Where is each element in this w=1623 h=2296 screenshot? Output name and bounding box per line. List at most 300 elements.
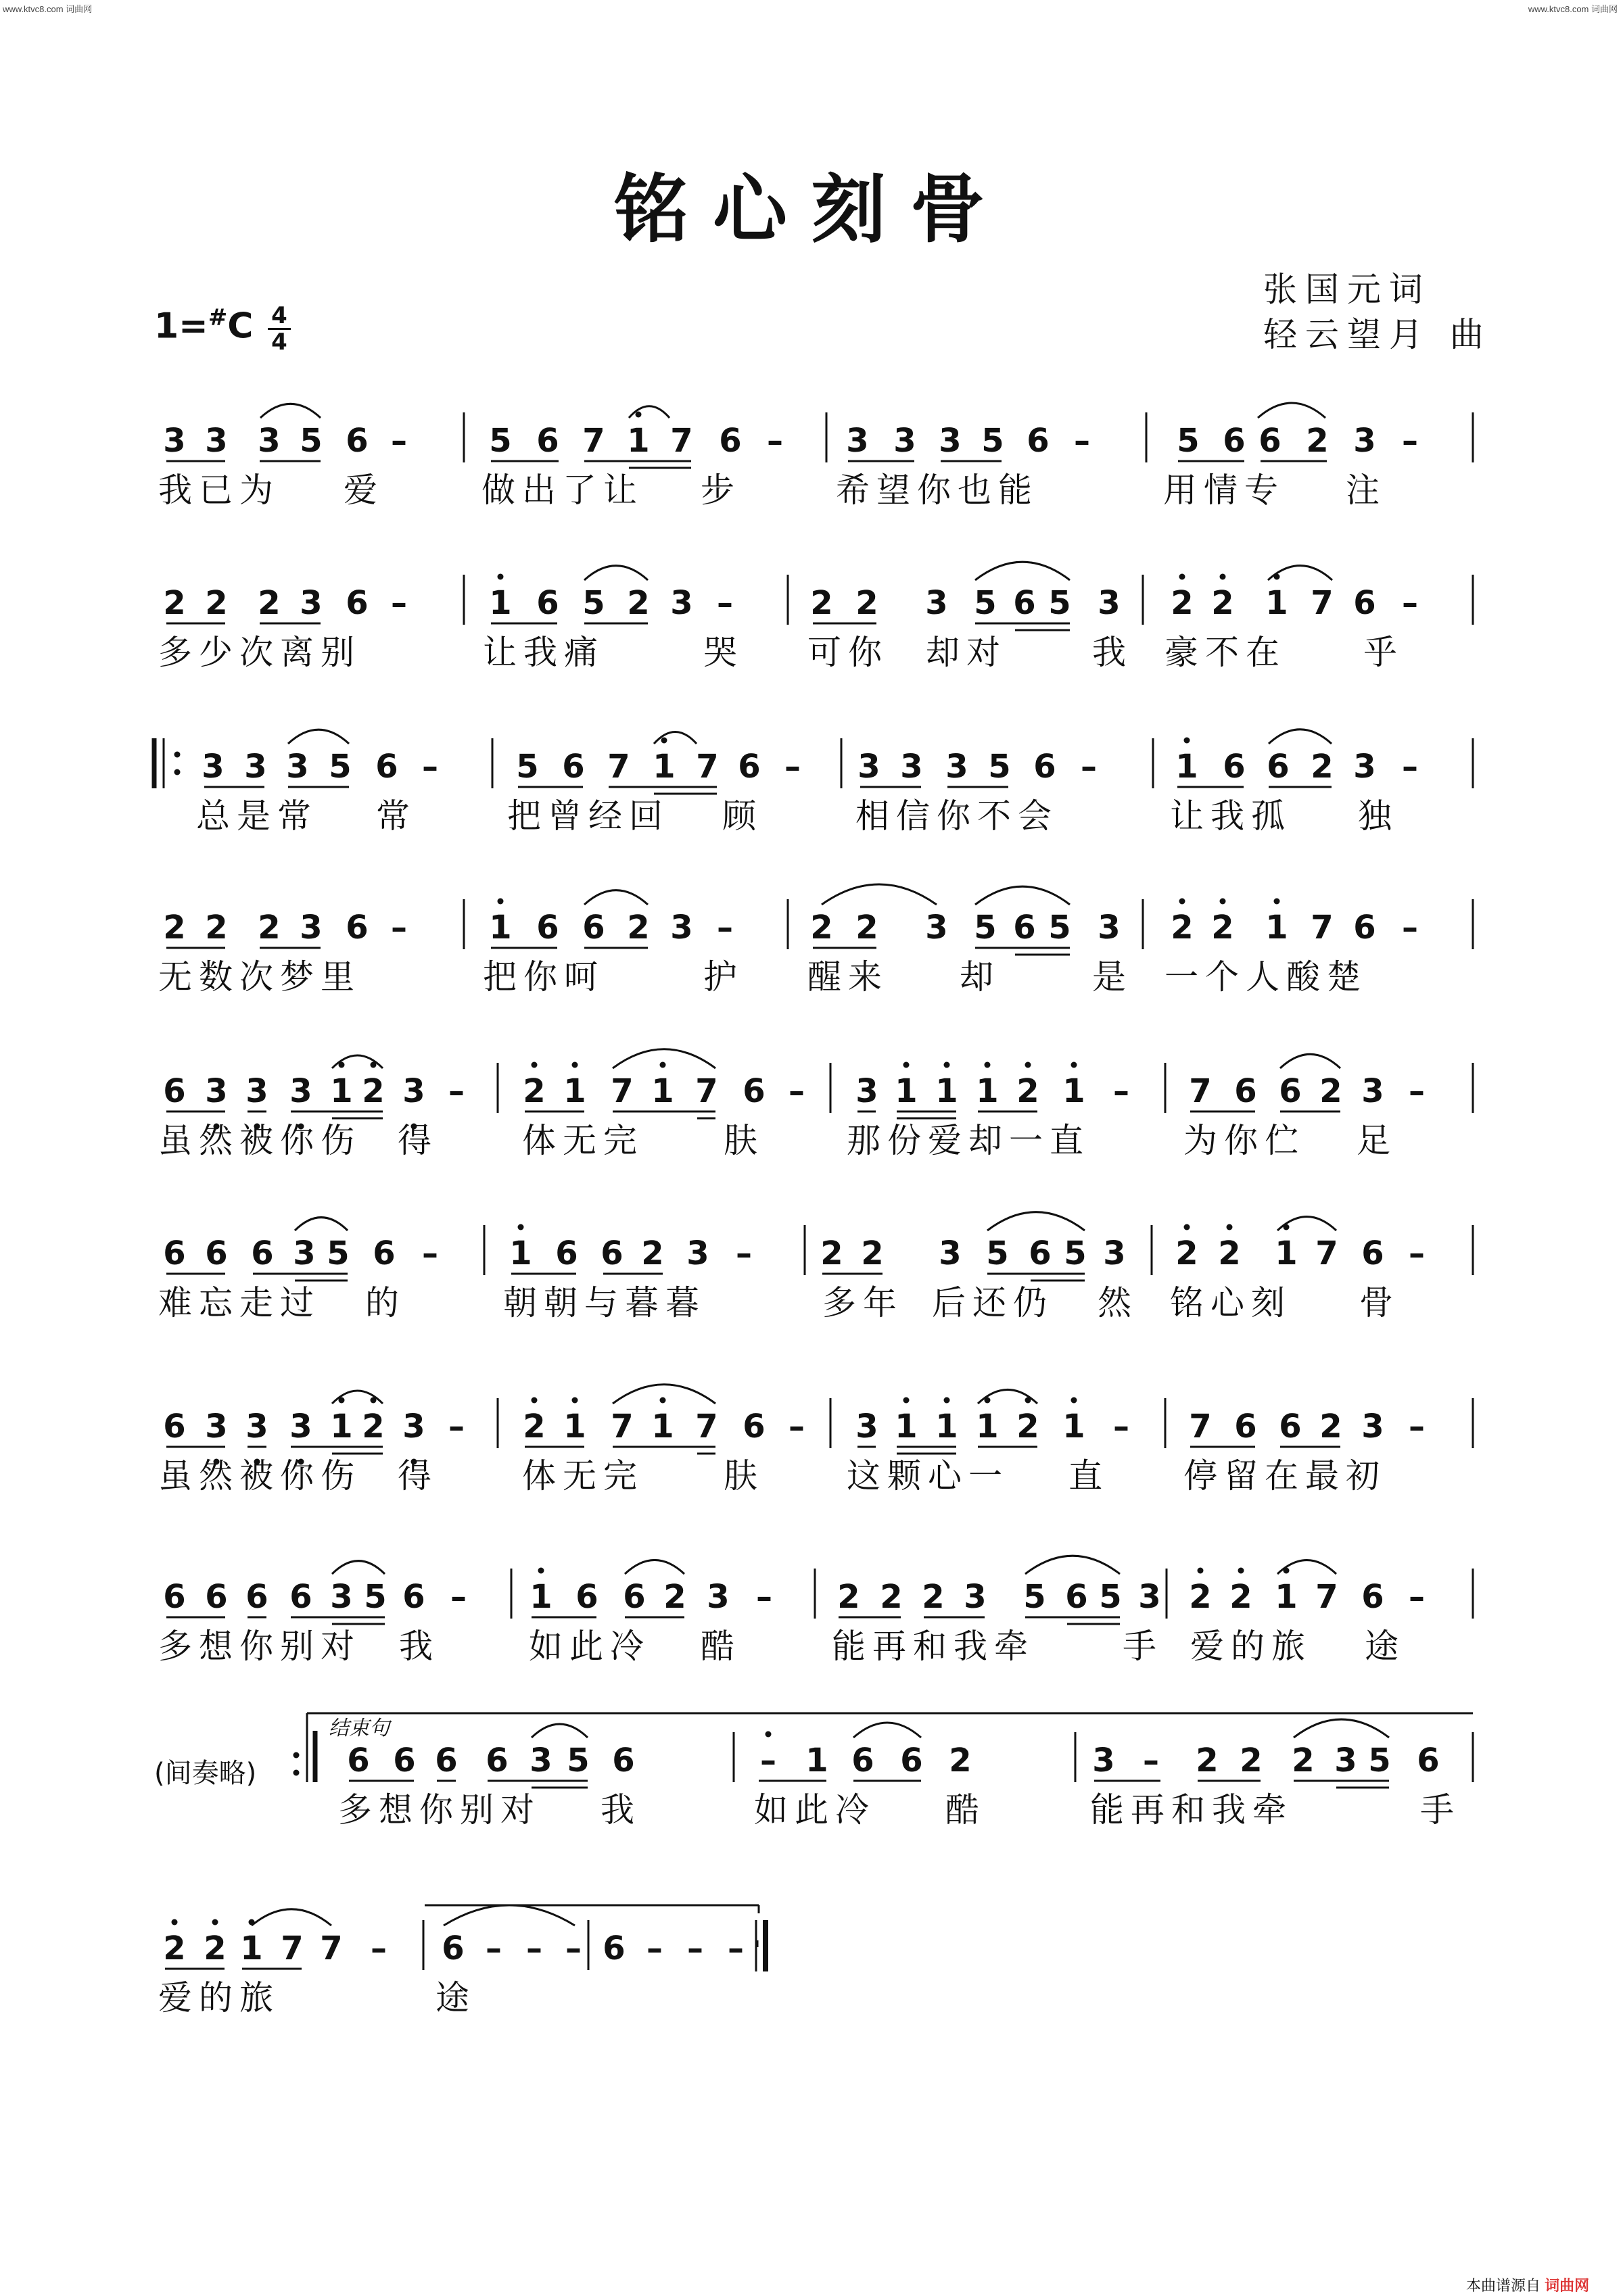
note: 2 — [1229, 1578, 1252, 1616]
lyric: 我 — [601, 1790, 641, 1829]
lyric: 爱的旅 — [158, 1978, 280, 2017]
note: – — [1402, 422, 1418, 460]
note: 6 — [536, 584, 559, 622]
note: 2 — [163, 1930, 186, 1967]
octave-dot-high — [498, 899, 504, 905]
note: 2 — [362, 1072, 385, 1110]
lyric: 把曾经回 — [507, 796, 669, 836]
lyric: 得 — [398, 1456, 438, 1496]
note: 1 — [805, 1742, 828, 1779]
slur — [332, 1561, 385, 1574]
lyric: 爱 — [344, 471, 384, 510]
repeat-dot — [293, 1752, 300, 1759]
note: 2 — [627, 584, 650, 622]
lyric: 希望你也能 — [836, 471, 1039, 510]
lyric: 酷 — [945, 1790, 986, 1829]
lyricist-credit: 张国元词 — [1263, 270, 1431, 309]
note: 7 — [670, 422, 693, 460]
note: 6 — [1029, 1235, 1052, 1272]
note: 3 — [900, 748, 923, 786]
note: 7 — [695, 1408, 718, 1445]
repeat-dot — [174, 752, 181, 758]
note: 3 — [286, 748, 309, 786]
note: – — [391, 909, 407, 947]
lyric: 如此冷 — [754, 1790, 876, 1829]
note: 6 — [163, 1235, 186, 1272]
lyric: 让我痛 — [483, 633, 605, 672]
note: 5 — [1023, 1578, 1046, 1616]
octave-dot-high — [660, 1062, 666, 1068]
lyric: 后还仍 — [932, 1283, 1054, 1322]
note: 2 — [1196, 1742, 1219, 1779]
note: 6 — [205, 1235, 228, 1272]
note: 2 — [810, 909, 833, 947]
note: 1 — [330, 1072, 353, 1110]
note: 5 — [1099, 1578, 1122, 1616]
note: 6 — [442, 1930, 465, 1967]
interlude-label: (间奏略) — [154, 1758, 257, 1789]
note: – — [1074, 422, 1090, 460]
octave-dot-high — [1184, 1224, 1190, 1230]
octave-dot-high — [1025, 1397, 1031, 1404]
lyric: 手 — [1123, 1627, 1163, 1666]
note: 2 — [663, 1578, 686, 1616]
note: 3 — [939, 422, 962, 460]
slur — [654, 732, 697, 744]
slur — [625, 1560, 684, 1574]
note: 6 — [346, 909, 369, 947]
lyric: 相信你不会 — [855, 796, 1058, 836]
note: – — [736, 1235, 752, 1272]
note: – — [1409, 1578, 1425, 1616]
note: 7 — [1315, 1578, 1338, 1616]
note: 7 — [1189, 1408, 1212, 1445]
lyric: 手 — [1420, 1790, 1461, 1829]
note: 7 — [1311, 584, 1334, 622]
lyric: 是 — [1092, 957, 1133, 997]
lyric: 骨 — [1359, 1283, 1400, 1322]
note: 2 — [523, 1072, 546, 1110]
note: 6 — [1353, 909, 1376, 947]
lyric: 多年 — [822, 1283, 903, 1322]
note: 6 — [163, 1578, 186, 1616]
lyric: 常 — [376, 796, 417, 836]
note: 5 — [1368, 1742, 1391, 1779]
note: 1 — [976, 1072, 999, 1110]
note: 2 — [204, 1930, 227, 1967]
note: 6 — [719, 422, 742, 460]
note: – — [486, 1930, 502, 1967]
note: 2 — [1319, 1408, 1342, 1445]
note: 3 — [530, 1742, 552, 1779]
repeat-dot — [293, 1770, 300, 1776]
octave-dot-high — [371, 1397, 377, 1404]
slur — [1294, 1719, 1389, 1738]
note: 6 — [1361, 1235, 1384, 1272]
key-prefix: 1= — [154, 306, 208, 347]
note: – — [789, 1408, 805, 1445]
lyric: 一个人酸楚 — [1165, 957, 1367, 997]
note: 7 — [1315, 1235, 1338, 1272]
note: 3 — [402, 1408, 425, 1445]
composer-credit: 轻云望月 曲 — [1263, 315, 1492, 354]
note: 3 — [289, 1408, 312, 1445]
octave-dot-high — [518, 1224, 524, 1230]
note: 5 — [1048, 909, 1071, 947]
octave-dot-high — [339, 1062, 345, 1068]
note: 6 — [1259, 422, 1281, 460]
note: 5 — [327, 1235, 350, 1272]
note: 6 — [623, 1578, 646, 1616]
lyric: 独 — [1358, 796, 1398, 836]
note: 1 — [509, 1235, 532, 1272]
lyric: 铭心刻 — [1170, 1283, 1292, 1322]
note: 1 — [489, 909, 512, 947]
note: 3 — [964, 1578, 987, 1616]
note: 3 — [330, 1578, 353, 1616]
octave-dot-high — [212, 1919, 218, 1926]
note: 6 — [1417, 1742, 1440, 1779]
lyric: 乎 — [1363, 633, 1404, 672]
lyric: 足 — [1357, 1121, 1397, 1160]
note: 3 — [300, 909, 323, 947]
note: – — [687, 1930, 703, 1967]
note: – — [1113, 1408, 1129, 1445]
note: 1 — [976, 1408, 999, 1445]
note: 6 — [205, 1578, 228, 1616]
note: 6 — [743, 1408, 766, 1445]
octave-dot-high — [572, 1062, 578, 1068]
note: 6 — [1223, 748, 1246, 786]
note: 2 — [1171, 584, 1194, 622]
note: 5 — [364, 1578, 387, 1616]
note: – — [1113, 1072, 1129, 1110]
lyric: 途 — [436, 1978, 476, 2017]
lyric: 护 — [703, 957, 744, 997]
lyric: 直 — [1068, 1456, 1109, 1496]
note: – — [448, 1408, 465, 1445]
note: 6 — [555, 1235, 578, 1272]
meter-top: 4 — [271, 302, 287, 329]
note: 6 — [603, 1930, 626, 1967]
note: 3 — [163, 422, 186, 460]
note: – — [422, 748, 438, 786]
note: – — [1409, 1235, 1425, 1272]
slur — [822, 884, 937, 905]
note: 2 — [1171, 909, 1194, 947]
note: 6 — [1065, 1578, 1088, 1616]
note: 6 — [393, 1742, 416, 1779]
note: 5 — [489, 422, 512, 460]
note: – — [756, 1578, 772, 1616]
lyric: 多少次离别 — [158, 633, 361, 672]
note: 3 — [846, 422, 869, 460]
note: 6 — [346, 584, 369, 622]
note: 6 — [738, 748, 761, 786]
note: – — [450, 1578, 467, 1616]
lyric: 途 — [1365, 1627, 1405, 1666]
note: 5 — [300, 422, 323, 460]
lyric: 豪不在 — [1165, 633, 1286, 672]
note: 3 — [1098, 909, 1121, 947]
lyric: 多想你别对 — [338, 1790, 541, 1829]
note: 3 — [1353, 748, 1376, 786]
note: – — [1081, 748, 1097, 786]
lyric: 体无完 — [522, 1456, 644, 1496]
octave-dot-high — [660, 1397, 666, 1404]
note: 1 — [651, 1072, 674, 1110]
octave-dot-high — [1274, 574, 1280, 580]
note: 6 — [1353, 584, 1376, 622]
octave-dot-high — [1274, 899, 1280, 905]
note: 2 — [1306, 422, 1329, 460]
lyric: 让我孤 — [1170, 796, 1292, 836]
note: 3 — [893, 422, 916, 460]
note: 5 — [981, 422, 1004, 460]
note: 3 — [205, 1408, 228, 1445]
octave-dot-high — [1198, 1568, 1204, 1574]
lyric: 那份爱却一直 — [847, 1121, 1090, 1160]
note: 7 — [696, 748, 719, 786]
note: 2 — [258, 909, 281, 947]
note: 2 — [205, 909, 228, 947]
note: 1 — [627, 422, 650, 460]
note: 3 — [939, 1235, 962, 1272]
note: 1 — [330, 1408, 353, 1445]
note: – — [391, 422, 407, 460]
octave-dot-high — [172, 1919, 178, 1926]
note: 7 — [1311, 909, 1334, 947]
octave-dot-high — [249, 1919, 255, 1926]
song-title: 铭心刻骨 — [614, 166, 1009, 253]
lyric: 爱的旅 — [1190, 1627, 1312, 1666]
note: 3 — [1092, 1742, 1115, 1779]
lyric: 可你 — [807, 633, 889, 672]
lyric: 我 — [1092, 633, 1133, 672]
note: 2 — [1218, 1235, 1241, 1272]
octave-dot-high — [903, 1062, 910, 1068]
note: – — [728, 1930, 744, 1967]
octave-dot-high — [661, 738, 667, 744]
slur — [975, 562, 1070, 580]
note: – — [391, 584, 407, 622]
note: 3 — [1361, 1408, 1384, 1445]
note: 5 — [329, 748, 352, 786]
note: 6 — [536, 909, 559, 947]
note: – — [1402, 748, 1418, 786]
note: 2 — [362, 1408, 385, 1445]
note: 6 — [251, 1235, 274, 1272]
lyric: 虽然被你伤 — [158, 1121, 361, 1160]
note: 5 — [582, 584, 605, 622]
note: 3 — [244, 748, 267, 786]
note: 2 — [1016, 1408, 1039, 1445]
note: – — [422, 1235, 438, 1272]
note: 2 — [1211, 584, 1234, 622]
octave-dot-high — [371, 1062, 377, 1068]
note: 1 — [563, 1072, 586, 1110]
note: 3 — [245, 1072, 268, 1110]
note: 7 — [320, 1930, 343, 1967]
bottom-note — [1466, 2274, 1589, 2295]
note: 3 — [855, 1072, 878, 1110]
note: 6 — [163, 1408, 186, 1445]
octave-dot-high — [498, 574, 504, 580]
note: 1 — [651, 1408, 674, 1445]
note: – — [448, 1072, 465, 1110]
note: 6 — [402, 1578, 425, 1616]
key-letter: C — [227, 306, 254, 347]
note: 6 — [346, 422, 369, 460]
octave-dot-high — [1220, 574, 1226, 580]
note: 6 — [562, 748, 585, 786]
note: 3 — [945, 748, 968, 786]
lyric: 把你呵 — [483, 957, 605, 997]
note: 5 — [974, 909, 997, 947]
note: 3 — [1098, 584, 1121, 622]
lyric: 能再和我牵 — [1090, 1790, 1293, 1829]
lyric: 肤 — [724, 1456, 764, 1496]
note: 6 — [1234, 1072, 1257, 1110]
note: – — [717, 584, 733, 622]
lyric: 无数次梦里 — [158, 957, 361, 997]
note: 2 — [627, 909, 650, 947]
octave-dot-high — [985, 1397, 991, 1404]
note: 3 — [1138, 1578, 1161, 1616]
note: 3 — [857, 748, 880, 786]
note: 6 — [163, 1072, 186, 1110]
note: 6 — [612, 1742, 635, 1779]
note: 3 — [855, 1408, 878, 1445]
lyric: 肤 — [724, 1121, 764, 1160]
lyric: 酷 — [701, 1627, 741, 1666]
note: 3 — [670, 909, 693, 947]
note: 2 — [949, 1742, 972, 1779]
note: 6 — [536, 422, 559, 460]
note: – — [646, 1930, 663, 1967]
repeat-dot — [174, 769, 181, 775]
note: 1 — [895, 1408, 918, 1445]
note: 5 — [974, 584, 997, 622]
octave-dot-high — [1227, 1224, 1233, 1230]
note: 1 — [1175, 748, 1198, 786]
note: 1 — [1062, 1408, 1085, 1445]
ending-label: 结束句 — [329, 1717, 390, 1740]
lyric: 的 — [365, 1283, 406, 1322]
note: 3 — [670, 584, 693, 622]
meter-bottom: 4 — [271, 329, 287, 356]
slur — [260, 404, 321, 418]
octave-dot-high — [572, 1397, 578, 1404]
lyric: 我 — [399, 1627, 440, 1666]
slur — [1280, 1054, 1340, 1068]
octave-dot-high — [1025, 1062, 1031, 1068]
note: 3 — [707, 1578, 730, 1616]
note: 6 — [575, 1578, 598, 1616]
slur — [295, 1218, 348, 1230]
note: 3 — [1353, 422, 1376, 460]
lyric: 用情专 — [1163, 471, 1285, 510]
lyric: 然 — [1098, 1283, 1138, 1322]
note: 7 — [611, 1408, 634, 1445]
slur — [532, 1724, 588, 1738]
octave-dot-high — [766, 1731, 772, 1738]
note: 3 — [925, 584, 948, 622]
bottom-source-label: 本曲谱源自 — [1466, 2277, 1541, 2294]
note: 2 — [641, 1235, 664, 1272]
note: 1 — [563, 1408, 586, 1445]
lyric: 醒来 — [807, 957, 889, 997]
note: 6 — [743, 1072, 766, 1110]
bottom-brand: 词曲网 — [1545, 2277, 1590, 2294]
lyric: 难忘走过 — [158, 1283, 321, 1322]
note: 1 — [653, 748, 676, 786]
slur — [584, 890, 648, 905]
octave-dot-high — [532, 1397, 538, 1404]
note: 5 — [986, 1235, 1009, 1272]
note: 2 — [922, 1578, 945, 1616]
note: – — [784, 748, 801, 786]
note: 2 — [855, 909, 878, 947]
lyric: 这颗心一 — [847, 1456, 1009, 1496]
lyric: 停留在最初 — [1183, 1456, 1386, 1496]
note: 2 — [1319, 1072, 1342, 1110]
note: 2 — [837, 1578, 860, 1616]
note: 6 — [1279, 1408, 1302, 1445]
lyric: 顾 — [722, 796, 763, 836]
octave-dot-high — [903, 1397, 910, 1404]
octave-dot-high — [1071, 1062, 1077, 1068]
octave-dot-high — [944, 1062, 950, 1068]
lyric: 我已为 — [158, 471, 280, 510]
note: 3 — [289, 1072, 312, 1110]
note: 2 — [855, 584, 878, 622]
slur — [288, 730, 349, 744]
lyric: 能再和我牵 — [832, 1627, 1035, 1666]
note: – — [717, 909, 733, 947]
slur — [853, 1723, 921, 1738]
note: 2 — [880, 1578, 903, 1616]
note: 3 — [300, 584, 323, 622]
octave-dot-high — [532, 1062, 538, 1068]
note: 5 — [1064, 1235, 1087, 1272]
octave-dot-high — [1071, 1397, 1077, 1404]
lyric: 如此冷 — [529, 1627, 651, 1666]
note: 3 — [1334, 1742, 1357, 1779]
note: 3 — [245, 1408, 268, 1445]
lyric: 哭 — [703, 633, 744, 672]
note: 2 — [163, 584, 186, 622]
note: 2 — [1311, 748, 1334, 786]
slur — [444, 1905, 575, 1926]
lyric: 却对 — [926, 633, 1007, 672]
note: 1 — [530, 1578, 552, 1616]
note: 6 — [245, 1578, 268, 1616]
note: 2 — [1016, 1072, 1039, 1110]
note: 1 — [1062, 1072, 1085, 1110]
note: – — [1409, 1072, 1425, 1110]
note: 6 — [1267, 748, 1290, 786]
lyric: 注 — [1346, 471, 1386, 510]
slur — [1025, 1556, 1120, 1574]
octave-dot-high — [538, 1568, 544, 1574]
note: 2 — [523, 1408, 546, 1445]
note: – — [1402, 584, 1418, 622]
note: 5 — [1048, 584, 1071, 622]
note: 3 — [293, 1235, 316, 1272]
site-watermark-left: www.ktvc8.com 词曲网 — [3, 4, 93, 14]
note: 1 — [1265, 909, 1288, 947]
